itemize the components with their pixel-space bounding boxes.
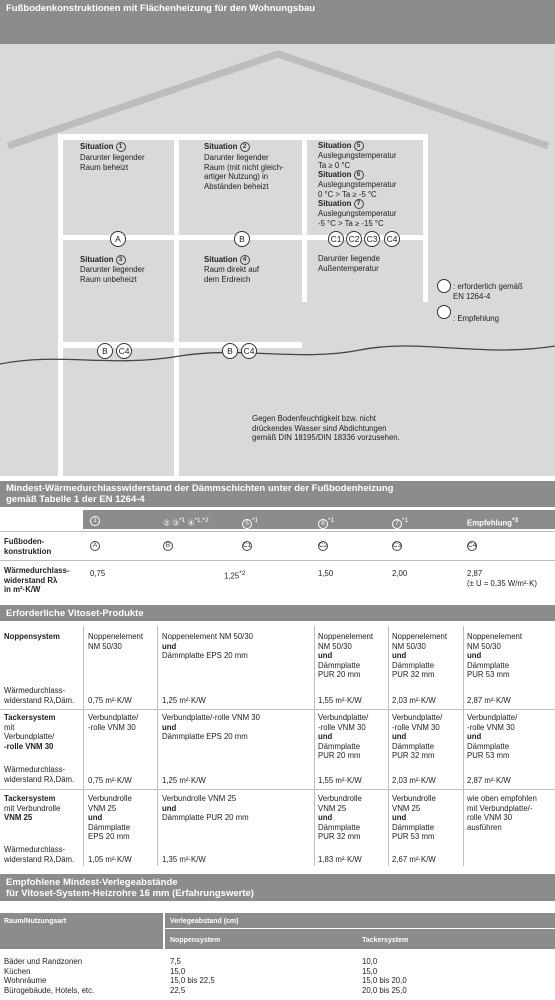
s1-head-5: 5 $^{*1}$ [242,516,258,529]
s2-r2-c2: Verbundplatte/-rolle VNM 30 und Dämmplatte EPS 20 mm [162,713,260,741]
s2-r2-label: Tackersystem mit Verbundplatte/ -rolle VNM 30 [4,713,56,751]
s2-r3-c2: Verbundrolle VNM 25 und Dämmplatte PUR 20 mm [162,794,249,822]
s2-r1-c2: Noppenelement NM 50/30 und Dämmplatte EPS 20 mm [162,632,254,660]
s2-r3-label: Tackersystem mit Verbundrolle VNM 25 [4,794,61,822]
situation-6-title: Situation 6 [318,170,364,180]
s2-r3-rlabel: Wärmedurchlass- widerstand Rλ,Däm. [4,845,75,864]
legend-recommendation-icon [437,305,451,319]
s1-r2-c4: 1,50 [318,569,334,578]
s3-col-room: Bäder und Randzonen Küchen Wohnräume Bürogebäude, Hotels, etc. [4,957,95,995]
s2-r1-v1: 0,75 m²·K/W [88,696,132,705]
page-title-bar [0,0,555,44]
situation-5-title: Situation 5 [318,141,364,151]
label-b: B [234,231,250,247]
s1-r1-c1: A [90,541,100,551]
situation-6-desc: Auslegungstemperatur 0 °C > Ta ≥ -5 °C [318,180,397,199]
label-c4-lower-mid: C4 [241,343,257,359]
s1-head-empfehlung: Empfehlung$^{*3}$ [467,517,519,528]
s2-r2-v4: 2,03 m²·K/W [392,776,436,785]
s1-r2-c2: 1,25$^{*2}$ [224,570,246,581]
s2-r2-rlabel: Wärmedurchlass- widerstand Rλ,Däm. [4,765,75,784]
section-1-title: Mindest-Wärmedurchlasswiderstand der Dämmschichten unter der Fußbodenheizung gemäß Tabelle 1 der EN 1264-4 [0,481,555,507]
section-3-title: Empfohlene Mindest-Verlegeabstände für Vitoset-System-Heizrohre 16 mm (Erfahrungswerte) [0,874,555,901]
s2-r1-v2: 1,25 m²·K/W [162,696,206,705]
s2-r2-c5: Verbundplatte/ -rolle VNM 30 und Dämmplatte PUR 53 mm [467,713,518,760]
s3-col-tacker: 10,0 15,0 15,0 bis 20,0 20,0 bis 25,0 [362,957,407,995]
outside-temperature-label: Darunter liegende Außentemperatur [318,254,380,273]
s1-head-6: 6 $^{*1}$ [318,516,334,529]
label-b-lower-mid: B [222,343,238,359]
s2-r1-v4: 2,03 m²·K/W [392,696,436,705]
situation-7-title: Situation 7 [318,199,364,209]
label-a: A [110,231,126,247]
s2-r2-c4: Verbundplatte/ -rolle VNM 30 und Dämmplatte PUR 32 mm [392,713,443,760]
situation-1-desc: Darunter liegender Raum beheizt [80,153,145,172]
s1-head-1: 1 [90,516,100,526]
s2-r2-v3: 1,55 m²·K/W [318,776,362,785]
situation-4-title: Situation 4 [204,255,250,265]
s2-r3-c3: Verbundrolle VNM 25 und Dämmplatte PUR 32 mm [318,794,362,841]
s2-r1-label: Noppensystem [4,632,60,641]
s2-r2-v5: 2,87 m²·K/W [467,776,511,785]
s1-r2-c5: 2,00 [392,569,408,578]
s1-r1-c4: C2 [319,542,328,549]
s3-h2: Verlegeabstand (cm) [170,918,239,925]
situation-7-desc: Auslegungstemperatur -5 °C > Ta ≥ -15 °C [318,209,397,228]
s2-r3-v1: 1,05 m²·K/W [88,855,132,864]
s1-r1-c5: C3 [393,542,402,549]
s1-head-7: 7 $^{*1}$ [392,516,408,529]
s2-r1-c5: Noppenelement NM 50/30 und Dämmplatte PUR 53 mm [467,632,523,679]
s2-r3-v3: 1,83 m²·K/W [318,855,362,864]
situation-5-desc: Auslegungstemperatur Ta ≥ 0 °C [318,151,397,170]
s2-r2-v1: 0,75 m²·K/W [88,776,132,785]
legend-recommendation: : Empfehlung [453,314,499,323]
label-c3: C3 [364,231,380,247]
label-c1: C1 [328,231,344,247]
situation-2-desc: Darunter liegender Raum (mit nicht gleich- artiger Nutzung) in Abständen beheizt [204,153,284,191]
legend-required-icon [437,279,451,293]
page-title: Fußbodenkonstruktionen mit Flächenheizung für den Wohnungsbau [6,3,316,14]
s2-r1-rlabel: Wärmedurchlass- widerstand Rλ,Däm. [4,686,75,705]
s3-col-noppen: 7,5 15,0 15,0 bis 22,5 22,5 [170,957,215,995]
s2-r3-c5: wie oben empfohlen mit Verbundplatte/- rolle VNM 30 ausführen [467,794,537,832]
s1-r1-c2: B [163,541,173,551]
s1-r1-c3: C1 [243,542,252,549]
s2-r3-c4: Verbundrolle VNM 25 und Dämmplatte PUR 53 mm [392,794,436,841]
s1-r1-c6: C4 [468,542,477,549]
s2-r3-v2: 1,35 m²·K/W [162,855,206,864]
s2-r1-v3: 1,55 m²·K/W [318,696,362,705]
situation-3-title: Situation 3 [80,255,126,265]
s3-h3: Noppensystem [170,937,221,944]
section-2-title: Erforderliche Vitoset-Produkte [0,605,555,621]
s2-r2-c1: Verbundplatte/ -rolle VNM 30 [88,713,139,732]
s1-head-234: ② ③$^{*1}$ ④$^{*1,*2}$ [163,517,209,528]
s2-r1-c3: Noppenelement NM 50/30 und Dämmplatte PUR 20 mm [318,632,374,679]
moisture-note: Gegen Bodenfeuchtigkeit bzw. nicht drückendes Wasser sind Abdichtungen gemäß DIN 18195/DIN 18336 vorzusehen. [252,414,400,442]
s2-r1-v5: 2,87 m²·K/W [467,696,511,705]
label-c4-lower-left: C4 [116,343,132,359]
s1-r2-c1: 0,75 [90,569,106,578]
label-b-lower-left: B [97,343,113,359]
s2-r3-c1: Verbundrolle VNM 25 und Dämmplatte EPS 20 mm [88,794,132,841]
s1-r2-c6: 2,87 (± U = 0,35 W/m²·K) [467,569,537,588]
s2-r2-c3: Verbundplatte/ -rolle VNM 30 und Dämmplatte PUR 20 mm [318,713,369,760]
s2-r2-v2: 1,25 m²·K/W [162,776,206,785]
s2-r1-c4: Noppenelement NM 50/30 und Dämmplatte PUR 32 mm [392,632,448,679]
situation-4-desc: Raum direkt auf dem Erdreich [204,265,260,284]
situation-2-title: Situation 2 [204,142,250,152]
s1-row1-label: Fußboden- konstruktion [4,537,52,556]
label-c2: C2 [346,231,362,247]
s3-h4: Tackersystem [362,937,409,944]
label-c4: C4 [384,231,400,247]
s2-r3-v4: 2,67 m²·K/W [392,855,436,864]
s1-row2-label: Wärmedurchlass- widerstand Rλ in m²·K/W [4,566,70,594]
legend-required: : erforderlich gemäß EN 1264-4 [453,282,523,301]
s2-r1-c1: Noppenelement NM 50/30 [88,632,144,651]
s3-h1: Raum/Nutzungsart [4,918,67,925]
situation-1-title: Situation 1 [80,142,126,152]
situation-3-desc: Darunter liegender Raum unbeheizt [80,265,145,284]
